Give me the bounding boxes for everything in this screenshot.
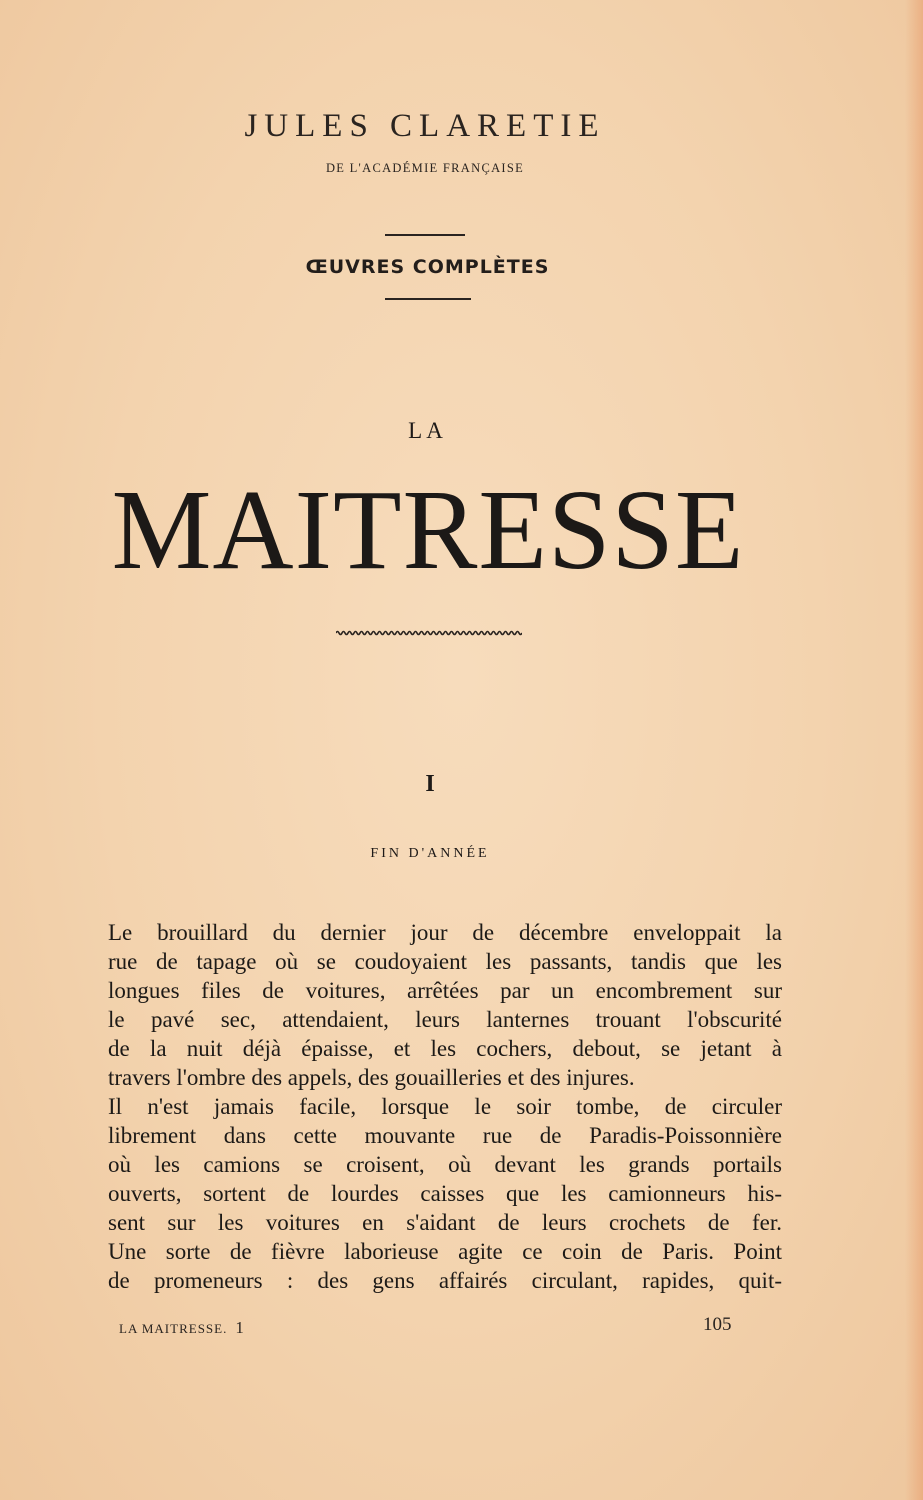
footer-signature bbox=[119, 1318, 245, 1338]
text-line: travers l'ombre des appels, des gouailleries et des injures. bbox=[108, 1065, 635, 1090]
text-line: de promeneurs : des gens affairés circulant, rapides, quit- bbox=[108, 1268, 782, 1293]
text-line: sent sur les voitures en s'aidant de leurs crochets de fer. bbox=[108, 1210, 782, 1235]
text-line: de la nuit déjà épaisse, et les cochers, debout, se jetant à bbox=[108, 1036, 782, 1061]
text-line: le pavé sec, attendaient, leurs lanternes trouant l'obscurité bbox=[108, 1007, 782, 1032]
page-number: 105 bbox=[703, 1314, 732, 1335]
signature-text: LA MAITRESSE. bbox=[119, 1321, 228, 1336]
top-rule bbox=[385, 234, 465, 236]
text-line: où les camions se croisent, où devant les grands portails bbox=[108, 1152, 782, 1177]
text-line: Une sorte de fièvre laborieuse agite ce coin de Paris. Point bbox=[108, 1239, 782, 1264]
title-article: LA bbox=[408, 418, 447, 443]
text-line: rue de tapage où se coudoyaient les passants, tandis que les bbox=[108, 949, 782, 974]
chapter-number: I bbox=[425, 771, 435, 797]
chapter-title: FIN D'ANNÉE bbox=[370, 846, 490, 861]
volume-number: 1 bbox=[235, 1318, 245, 1337]
page-edge-shadow bbox=[905, 0, 923, 1500]
text-line: librement dans cette mouvante rue de Paradis-Poissonnière bbox=[108, 1123, 782, 1148]
author-affiliation: DE L'ACADÉMIE FRANÇAISE bbox=[325, 161, 525, 175]
text-line: longues files de voitures, arrêtées par un encombrement sur bbox=[108, 978, 782, 1003]
author-name: JULES CLARETIE bbox=[244, 108, 606, 144]
text-line: ouverts, sortent de lourdes caisses que les camionneurs his- bbox=[108, 1181, 782, 1206]
text-line: Il n'est jamais facile, lorsque le soir tombe, de circuler bbox=[108, 1094, 782, 1119]
bottom-rule bbox=[385, 298, 471, 300]
wavy-ornament bbox=[336, 628, 522, 638]
book-title: MAITRESSE bbox=[111, 466, 745, 593]
text-line: Le brouillard du dernier jour de décembre enveloppait la bbox=[108, 920, 782, 945]
body-paragraphs bbox=[108, 918, 782, 1295]
collection-title: ŒUVRES COMPLÈTES bbox=[305, 256, 550, 278]
